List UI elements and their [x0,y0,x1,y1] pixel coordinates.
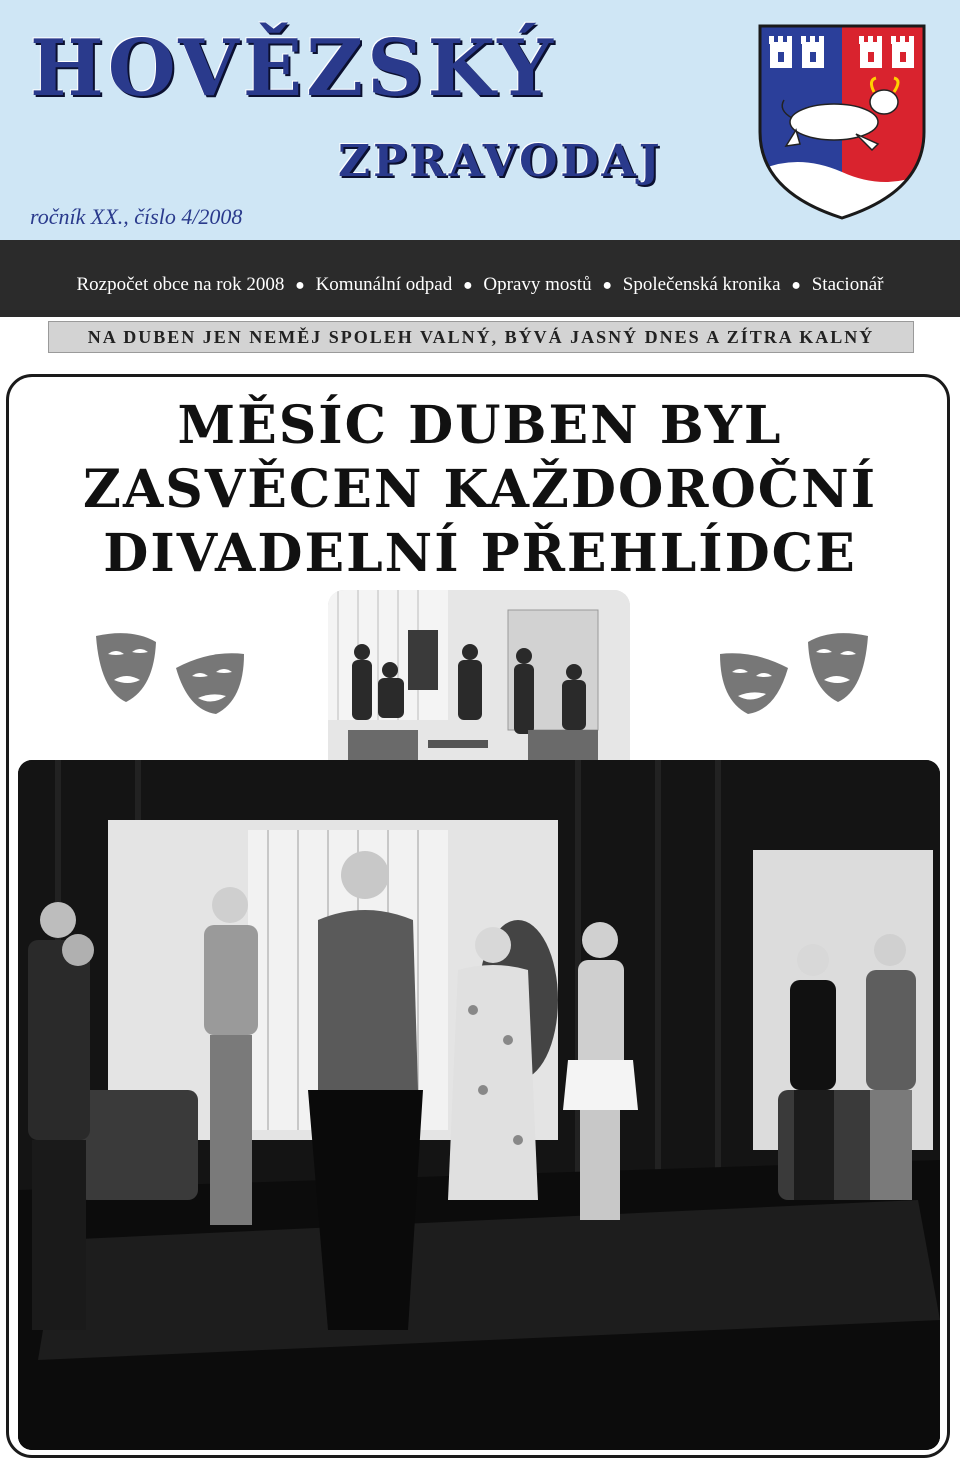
topic-separator: ● [295,277,305,294]
article-headline [20,394,940,586]
topic-separator: ● [602,277,613,294]
topic-item[interactable]: Rozpočet obce na rok 2008 [76,274,285,295]
topic-item[interactable]: Společenská kronika [622,274,781,295]
topic-separator: ● [791,277,801,294]
coat-of-arms-icon [756,22,928,222]
headline-line: MĚSÍC DUBEN BYL [177,395,783,456]
topics-list [0,274,960,296]
masthead [0,0,960,240]
motto-banner: NA DUBEN JEN NEMĚJ SPOLEH VALNÝ, BÝVÁ JASNÝ DNES A ZÍTRA KALNÝ [48,321,914,353]
topic-item[interactable]: Stacionář [811,274,884,295]
headline-line: ZASVĚCEN KAŽDOROČNÍ [82,459,878,520]
theatre-masks-icon [92,628,252,718]
topic-item[interactable]: Komunální odpad [315,274,453,295]
newsletter-title: HOVĚZSKÝ [30,23,557,114]
headline-line: DIVADELNÍ PŘEHLÍDCE [103,523,857,584]
curtain-call-photo [18,760,940,1450]
newsletter-subtitle: ZPRAVODAJ [338,136,663,187]
theatre-masks-icon [712,628,872,718]
topic-separator: ● [463,277,473,294]
issue-number: ročník XX., číslo 4/2008 [30,204,243,229]
topic-item[interactable]: Opravy mostů [483,274,592,295]
